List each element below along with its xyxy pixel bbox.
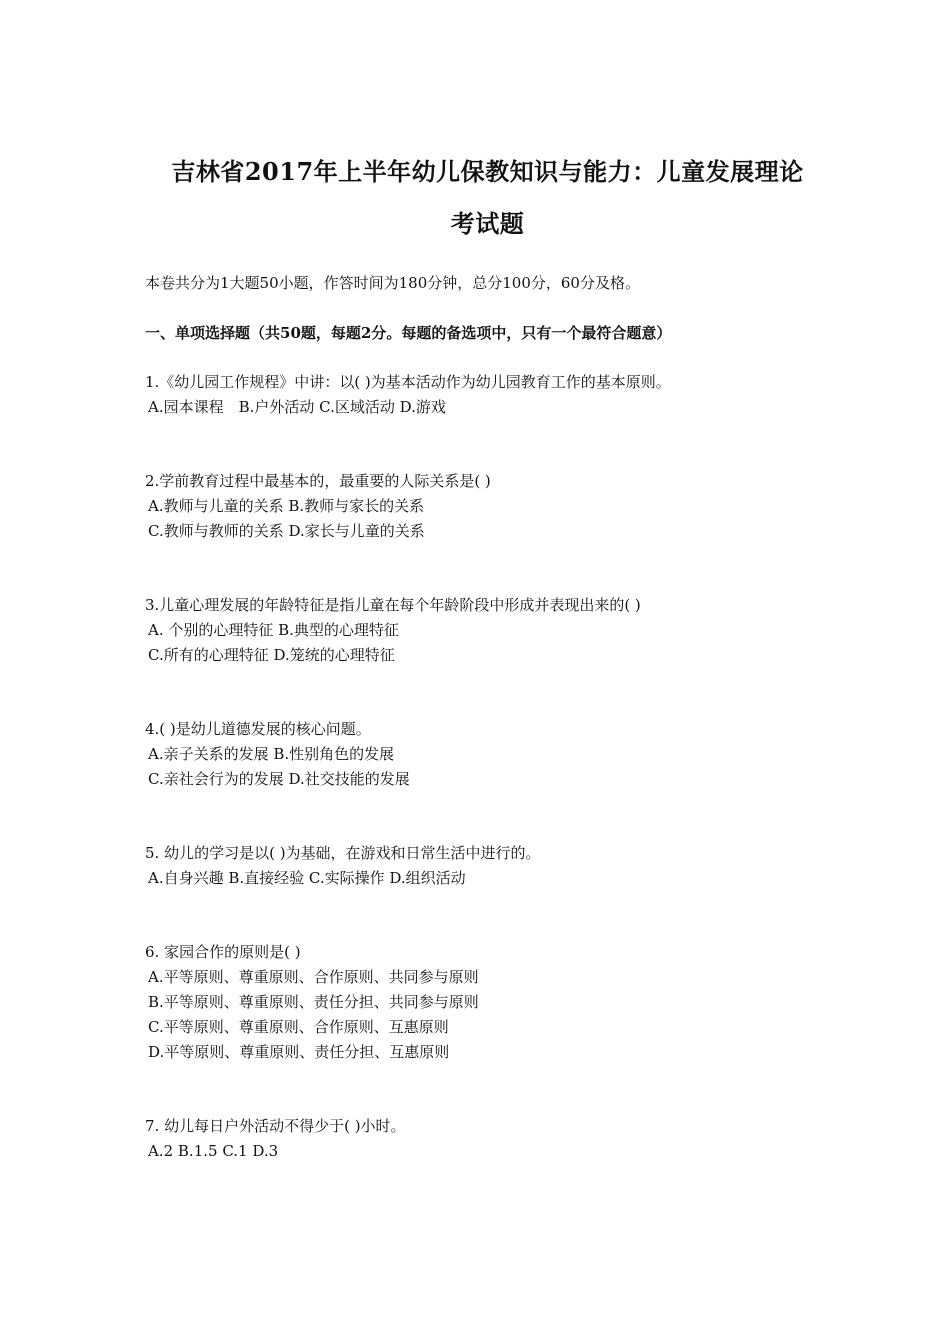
question-2 — [145, 469, 830, 544]
question-options: D.平等原则、尊重原则、责任分担、互惠原则 — [148, 1043, 450, 1061]
question-options: A.2 B.1.5 C.1 D.3 — [148, 1142, 279, 1160]
section-heading: 一、单项选择题（共50题，每题2分。每题的备选项中，只有一个最符合题意） — [145, 324, 672, 342]
question-list — [145, 370, 830, 1164]
title-line-1: 吉林省2017年上半年幼儿保教知识与能力：儿童发展理论 — [171, 157, 804, 186]
question-options: A.教师与儿童的关系 B.教师与家长的关系 — [148, 497, 425, 515]
question-options: A. 个别的心理特征 B.典型的心理特征 — [148, 621, 399, 639]
question-3 — [145, 593, 830, 668]
question-6 — [145, 940, 830, 1065]
question-options: A.自身兴趣 B.直接经验 C.实际操作 D.组织活动 — [148, 869, 466, 887]
question-options: B.平等原则、尊重原则、责任分担、共同参与原则 — [148, 993, 479, 1011]
question-stem: 6. 家园合作的原则是( ) — [145, 943, 301, 961]
question-stem: 3.儿童心理发展的年龄特征是指儿童在每个年龄阶段中形成并表现出来的( ) — [145, 596, 641, 614]
question-options: A.园本课程 B.户外活动 C.区域活动 D.游戏 — [148, 398, 446, 416]
question-stem: 7. 幼儿每日户外活动不得少于( )小时。 — [145, 1117, 406, 1135]
question-options: C.平等原则、尊重原则、合作原则、互惠原则 — [148, 1018, 449, 1036]
question-4 — [145, 717, 830, 792]
question-1 — [145, 370, 830, 420]
exam-intro: 本卷共分为1大题50小题，作答时间为180分钟，总分100分，60分及格。 — [145, 274, 640, 292]
question-options: C.亲社会行为的发展 D.社交技能的发展 — [148, 770, 410, 788]
question-options: A.平等原则、尊重原则、合作原则、共同参与原则 — [148, 968, 479, 986]
question-stem: 1.《幼儿园工作规程》中讲：以( )为基本活动作为幼儿园教育工作的基本原则。 — [145, 373, 671, 391]
question-7 — [145, 1114, 830, 1164]
question-options: C.所有的心理特征 D.笼统的心理特征 — [148, 646, 395, 664]
question-5 — [145, 841, 830, 891]
question-stem: 2.学前教育过程中最基本的，最重要的人际关系是( ) — [145, 472, 491, 490]
document-title — [145, 0, 830, 250]
question-options: A.亲子关系的发展 B.性别角色的发展 — [148, 745, 395, 763]
question-stem: 5. 幼儿的学习是以( )为基础，在游戏和日常生活中进行的。 — [145, 844, 541, 862]
question-options: C.教师与教师的关系 D.家长与儿童的关系 — [148, 522, 425, 540]
question-stem: 4.( )是幼儿道德发展的核心问题。 — [145, 720, 371, 738]
title-line-2: 考试题 — [450, 209, 525, 238]
